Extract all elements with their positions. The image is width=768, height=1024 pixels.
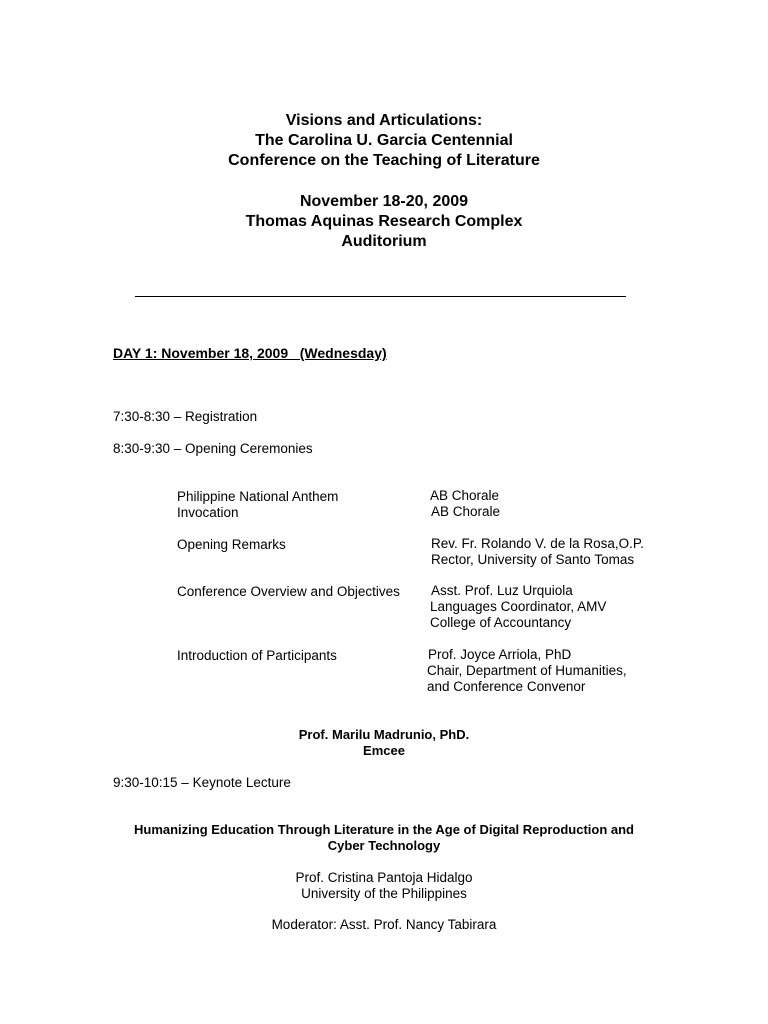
program-performer [427,647,627,695]
speaker-name: Prof. Cristina Pantoja Hidalgo [295,870,473,885]
title-line-2: The Carolina U. Garcia Centennial [255,132,513,149]
conference-dates: November 18-20, 2009 [299,193,469,210]
venue-line-1: Thomas Aquinas Research Complex [245,213,523,230]
title-line-1: Visions and Articulations: [285,112,483,129]
performer-line: AB Chorale [431,504,501,519]
program-item: Philippine National Anthem [177,489,339,504]
keynote-title-line-1: Humanizing Education Through Literature in the Age of Digital Reproduction and [133,822,634,837]
program-item: Introduction of Participants [177,648,337,663]
day-heading: DAY 1: November 18, 2009 (Wednesday) [113,345,387,361]
schedule-registration: 7:30-8:30 – Registration [113,409,258,424]
program-performer [431,536,644,568]
keynote-title-line-2: Cyber Technology [327,838,441,853]
speaker-affiliation: University of the Philippines [301,886,467,901]
emcee-block [0,727,768,759]
emcee-role: Emcee [363,743,405,758]
performer-line: Rector, University of Santo Tomas [431,552,635,567]
program-item: Opening Remarks [177,537,286,552]
performer-line: Chair, Department of Humanities, [427,663,627,678]
performer-line: College of Accountancy [430,615,572,630]
emcee-name: Prof. Marilu Madrunio, PhD. [298,727,470,742]
keynote-title [0,822,768,854]
divider-line [135,296,626,297]
keynote-speaker [0,870,768,902]
performer-line: and Conference Convenor [427,679,586,694]
performer-line: Asst. Prof. Luz Urquiola [431,583,573,598]
title-line-3: Conference on the Teaching of Literature [228,152,540,169]
venue-line-2: Auditorium [341,233,427,250]
conference-date-venue [0,192,768,252]
schedule-keynote: 9:30-10:15 – Keynote Lecture [113,775,291,790]
performer-line: Rev. Fr. Rolando V. de la Rosa,O.P. [431,536,644,551]
performer-line: Languages Coordinator, AMV [430,599,607,614]
performer-line: Prof. Joyce Arriola, PhD [428,647,572,662]
conference-title [0,111,768,171]
performer-line: AB Chorale [430,488,500,503]
program-performer [430,583,606,631]
moderator: Moderator: Asst. Prof. Nancy Tabirara [271,917,497,932]
program-item: Invocation [177,505,239,520]
program-performer [431,504,500,520]
schedule-opening-ceremonies: 8:30-9:30 – Opening Ceremonies [113,441,313,456]
program-item: Conference Overview and Objectives [177,584,400,599]
program-performer [430,488,499,504]
